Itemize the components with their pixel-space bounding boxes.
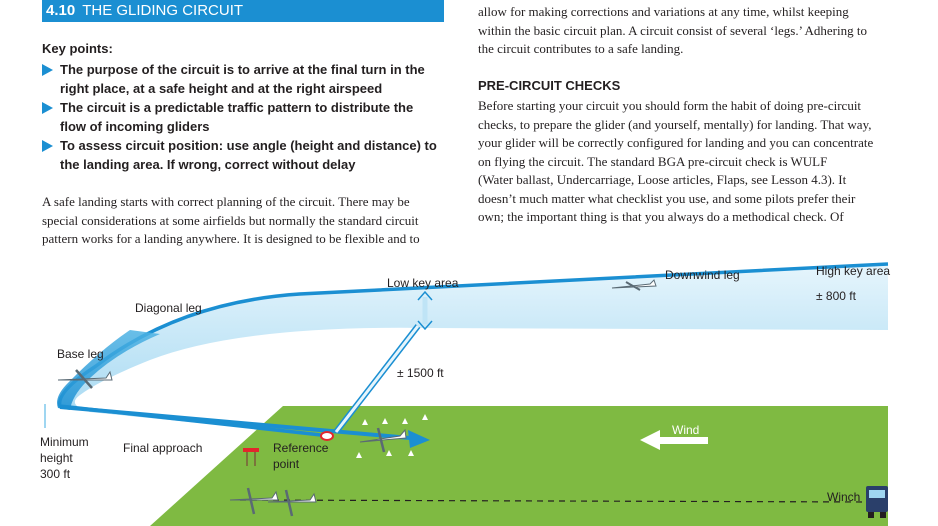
label-low-key-area: Low key area: [387, 276, 459, 290]
label-diagonal-leg: Diagonal leg: [135, 301, 202, 315]
key-point: The circuit is a predictable traffic pattern to distribute the flow of incoming gliders: [42, 98, 452, 136]
label-final-approach: Final approach: [123, 441, 203, 455]
label-distance: ± 1500 ft: [397, 366, 444, 380]
section-title: THE GLIDING CIRCUIT: [82, 2, 244, 19]
reference-point-marker: [321, 432, 333, 440]
label-high-key-area: High key area: [816, 264, 891, 278]
label-reference-point-2: point: [273, 457, 300, 471]
body-paragraph-right: allow for making corrections and variations at any time, whilst keeping within the basic circuit plan. A circuit consist of several ‘legs.’ Adhering to the circuit contributes to a safe landing.: [478, 4, 867, 56]
label-minimum-height-2: height: [40, 451, 73, 465]
section-number: 4.10: [46, 2, 76, 19]
key-point: The purpose of the circuit is to arrive at the final turn in the right place, at a safe height and at the right airspeed: [42, 60, 452, 98]
label-base-leg: Base leg: [57, 347, 104, 361]
label-high-key-height: ± 800 ft: [816, 289, 856, 303]
body-paragraph-left: A safe landing starts with correct planning of the circuit. There may be special considerations at some airfields but normally the standard circuit pattern works for a landing anywhere. It is designed to be flexible and to: [42, 194, 420, 246]
label-winch: Winch: [827, 490, 861, 504]
key-point: To assess circuit position: use angle (height and distance) to the landing area. If wrong, correct without delay: [42, 136, 452, 174]
pre-circuit-paragraph: Before starting your circuit you should form the habit of doing pre-circuit checks, to prepare the glider (and yourself, mentally) for landing. That way, your glider will be correctly configured for landing and you can concentrate on flying the circuit. The standard BGA pre-circuit check is WULF (Water ballast, Undercarriage, Loose articles, Flaps, see Lesson 4.3). It doesn’t much matter what checklist you use, and some pilots prefer their own; the important thing is that you always do a methodical check. Of: [478, 98, 874, 224]
label-reference-point-1: Reference: [273, 441, 329, 455]
label-downwind-leg: Downwind leg: [665, 268, 740, 282]
label-wind: Wind: [672, 423, 700, 437]
label-minimum-height-1: Minimum: [40, 435, 89, 449]
label-minimum-height-3: 300 ft: [40, 467, 71, 481]
key-points-title: Key points:: [42, 41, 113, 56]
pre-circuit-heading: PRE-CIRCUIT CHECKS: [478, 78, 621, 93]
